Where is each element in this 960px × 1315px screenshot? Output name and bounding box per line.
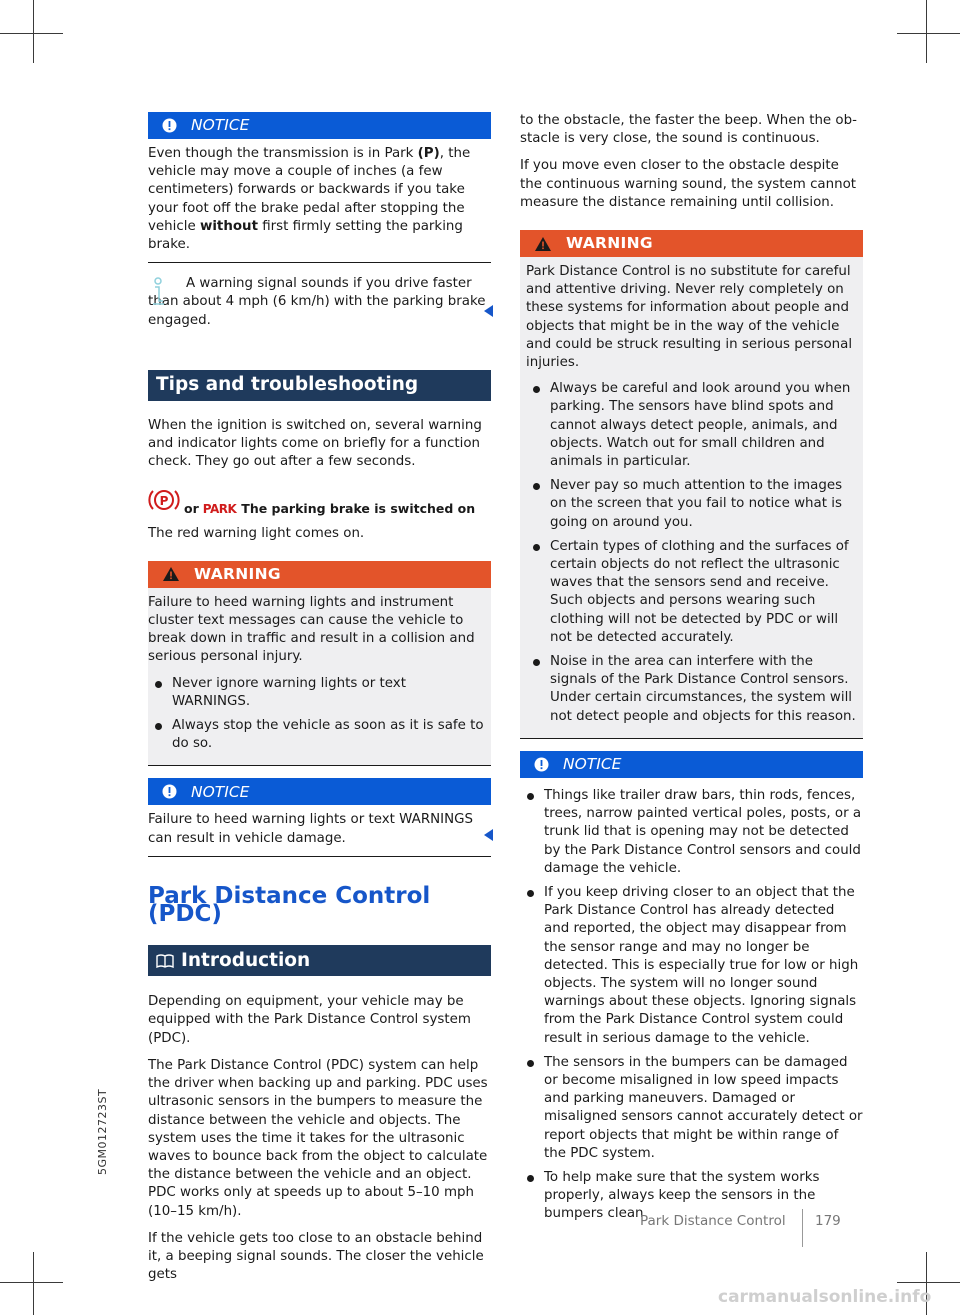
warning-body bbox=[520, 257, 863, 739]
list-item: Certain types of clothing and the surfaces of certain objects do not reflect the ultrasonic waves that the sensors send and receive. Such objects and persons wearing such clothing will not be detected by PDC or will not be detected accurately. bbox=[526, 538, 857, 647]
body-paragraph: to the obstacle, the faster the beep. When the obstacle is very close, the sound is continuous. bbox=[520, 113, 857, 147]
notice-body bbox=[148, 805, 491, 856]
info-note bbox=[148, 275, 491, 330]
list-item: Never ignore warning lights or text WARNINGS. bbox=[148, 675, 485, 711]
left-column bbox=[148, 112, 491, 1293]
crop-mark bbox=[0, 1282, 63, 1283]
crop-mark bbox=[33, 0, 34, 63]
intro-heading-label: Introduction bbox=[181, 949, 311, 971]
right-column bbox=[520, 112, 863, 1230]
notice-text: first firmly setting the parking brake. bbox=[148, 218, 463, 253]
notice-icon bbox=[162, 784, 177, 799]
notice-body bbox=[520, 778, 863, 1224]
footer-section: Park Distance Control bbox=[640, 1213, 786, 1229]
crop-mark bbox=[926, 0, 927, 63]
parking-brake-warning-icon bbox=[148, 487, 180, 518]
list-item: Things like trailer draw bars, thin rods, fences, trees, narrow painted vertical poles, posts, or a trunk lid that is opening may not be detected by the Park Distance Control sensors and could damage the vehicle. bbox=[520, 787, 863, 878]
book-icon bbox=[156, 954, 174, 968]
page-number: 179 bbox=[815, 1213, 841, 1229]
body-paragraph: If you move even closer to the obstacle despite the continuous warning sound, the system cannot measure the distance remaining until collision. bbox=[520, 158, 857, 210]
list-item: Noise in the area can interfere with the signals of the Park Distance Control sensors. Under certain circumstances, the system will not detect people and objects for this reason. bbox=[526, 653, 857, 726]
warning-triangle-icon bbox=[534, 236, 552, 252]
warning-triangle-icon bbox=[162, 566, 180, 582]
page-title: Park Distance Control (PDC) bbox=[148, 882, 431, 928]
intro-paragraph: If the vehicle gets too close to an obstacle behind it, a beeping signal sounds. The closer the vehicle gets bbox=[148, 1230, 484, 1283]
notice-text: , the vehicle may move a couple of inches (a few centimeters) forwards or backwards if you take your foot off the brake pedal after stopping the vehicle bbox=[148, 146, 471, 234]
crop-mark bbox=[897, 33, 960, 34]
watermark: carmanualsonline.info bbox=[718, 1287, 932, 1307]
end-marker-icon bbox=[484, 305, 493, 317]
notice-body bbox=[148, 139, 491, 263]
warning-label: WARNING bbox=[194, 565, 281, 584]
list-item: Never pay so much attention to the images on the screen that you fail to notice what is going on around you. bbox=[526, 477, 857, 532]
red-light-text: The red warning light comes on. bbox=[148, 525, 365, 541]
indicator-caption: The parking brake is switched on bbox=[241, 501, 476, 517]
notice-banner bbox=[148, 112, 491, 139]
list-item: Always be careful and look around you when parking. The sensors have blind spots and cannot always detect people, animals, and objects. Watch out for small children and animals in particular. bbox=[526, 380, 857, 471]
crop-mark bbox=[897, 1282, 960, 1283]
crop-mark bbox=[0, 33, 63, 34]
notice-text: Failure to heed warning lights or text WARNINGS can result in vehicle damage. bbox=[148, 812, 473, 846]
notice-banner bbox=[520, 751, 863, 778]
warning-text: Failure to heed warning lights and instrument cluster text messages can cause the vehicle to break down in traffic and result in a collision and serious personal injury. bbox=[148, 594, 475, 665]
indicator-or: or bbox=[184, 501, 199, 517]
notice-icon bbox=[534, 757, 549, 772]
notice-label: NOTICE bbox=[191, 782, 250, 801]
notice-text-bold: without bbox=[199, 218, 258, 234]
intro-heading bbox=[148, 945, 491, 976]
warning-label: WARNING bbox=[566, 234, 653, 253]
notice-label: NOTICE bbox=[191, 116, 250, 135]
indicator-row bbox=[148, 487, 491, 518]
intro-paragraph: The Park Distance Control (PDC) system can help the driver when backing up and parking. PDC uses ultrasonic sensors in the bumpers to measure the distance between the vehicle and objects. The system uses the time it takes for the ultrasonic waves to bounce back from the object to calculate the distance between the vehicle and an object. PDC works only at speeds up to about 5–10 mph (10–15 km/h). bbox=[148, 1057, 488, 1219]
list-item: Always stop the vehicle as soon as it is safe to do so. bbox=[148, 717, 485, 753]
svg-text:P: P bbox=[159, 494, 169, 509]
warning-text: Park Distance Control is no substitute for careful and attentive driving. Never rely completely on these systems for information about people and objects that might be in the way of the vehicle and could be struck resulting in serious personal injuries. bbox=[526, 264, 853, 371]
list-item: The sensors in the bumpers can be damaged or become misaligned in low speed impacts and parking maneuvers. Damaged or misaligned sensors cannot accurately detect or report objects that might be within range of the PDC system. bbox=[520, 1054, 863, 1163]
end-marker-icon bbox=[484, 829, 493, 841]
warning-banner bbox=[148, 561, 491, 588]
info-icon bbox=[150, 277, 166, 313]
notice-icon bbox=[162, 118, 177, 133]
list-item: To help make sure that the system works properly, always keep the sensors in the bumpers clean bbox=[520, 1169, 863, 1224]
footer-divider bbox=[802, 1209, 803, 1247]
crop-mark bbox=[33, 1252, 34, 1315]
notice-banner bbox=[148, 778, 491, 805]
info-note-text: A warning signal sounds if you drive faster than about 4 mph (6 km/h) with the parking brake engaged. bbox=[148, 276, 486, 328]
tips-paragraph: When the ignition is switched on, several warning and indicator lights come on briefly for a function check. They go out after a few seconds. bbox=[148, 417, 482, 470]
intro-paragraph: Depending on equipment, your vehicle may be equipped with the Park Distance Control system (PDC). bbox=[148, 994, 471, 1046]
park-icon: PARK bbox=[202, 502, 237, 517]
notice-label: NOTICE bbox=[563, 755, 622, 774]
notice-text-bold: (P) bbox=[417, 146, 440, 161]
list-item: If you keep driving closer to an object that the Park Distance Control has already detected and reported, the object may disappear from the sensor range and may no longer be detected. This is especially true for low or high objects. The system will no longer sound warnings about these objects. Ignoring signals from the Park Distance Control system could result in serious damage to the vehicle. bbox=[520, 884, 863, 1048]
side-code: 5GM012723ST bbox=[96, 1088, 109, 1175]
warning-body bbox=[148, 588, 491, 767]
tips-heading: Tips and troubleshooting bbox=[148, 370, 491, 401]
warning-banner bbox=[520, 230, 863, 257]
notice-text: Even though the transmission is in Park bbox=[148, 146, 418, 161]
